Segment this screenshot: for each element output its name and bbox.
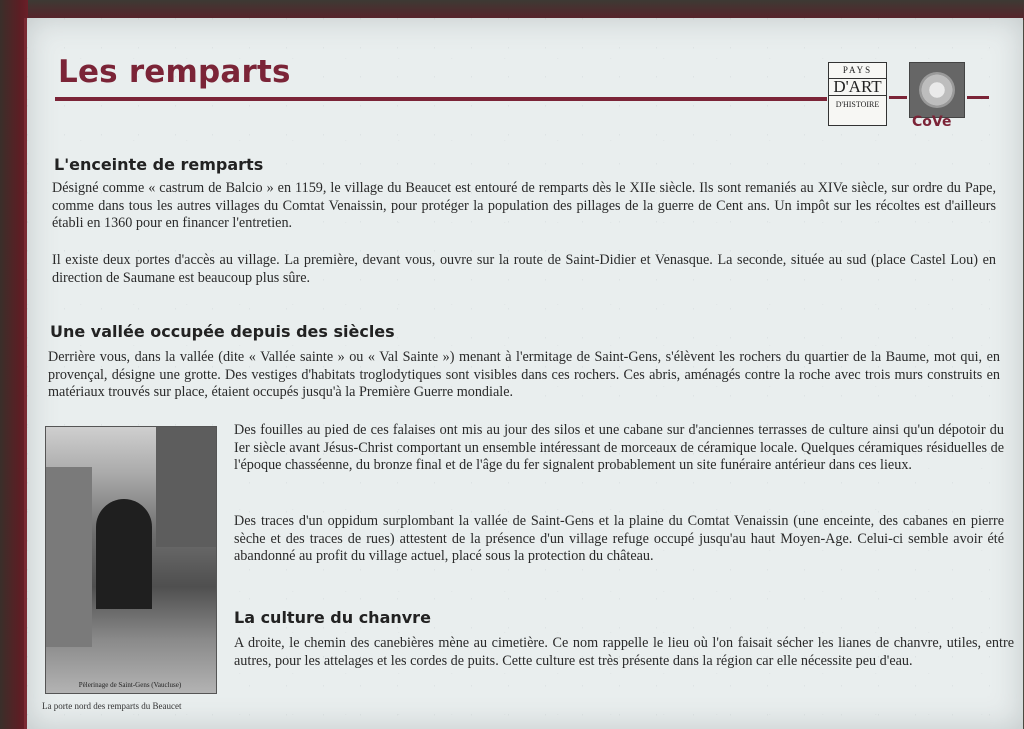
photo-inner-caption: Pèlerinage de Saint-Gens (Vaucluse) — [78, 681, 182, 689]
section-heading-chanvre: La culture du chanvre — [234, 608, 431, 627]
logo-rule-right — [967, 96, 989, 99]
cove-emblem-icon — [919, 72, 955, 108]
paragraph-vallee-3: Des traces d'un oppidum surplombant la vallée de Saint-Gens et la plaine du Comtat Venaissin (une enceinte, des cabanes en pierre sèche et des traces de rues) attestent de la présence d'un village refuge occupé jusqu'au haut Moyen-Age. Celui-ci semble avoir été abandonné au profit du village actuel, placé sous la protection du château. — [234, 513, 1004, 565]
panel-title: Les remparts — [58, 54, 291, 90]
section-heading-enceinte: L'enceinte de remparts — [54, 155, 264, 174]
paragraph-enceinte-2: Il existe deux portes d'accès au village. La première, devant vous, ouvre sur la route de Saint-Didier et Venasque. La seconde, située au sud (place Castel Lou) en direction de Saumane est beaucoup plus sûre. — [52, 252, 996, 286]
logo-pays-line1: PAYS — [842, 65, 873, 75]
pays-art-histoire-logo — [828, 62, 887, 126]
section-heading-vallee: Une vallée occupée depuis des siècles — [50, 322, 395, 341]
photo-caption: La porte nord des remparts du Beaucet — [42, 701, 182, 711]
paragraph-enceinte-1: Désigné comme « castrum de Balcio » en 1159, le village du Beaucet est entouré de remparts dès le XIIe siècle. Ils sont remaniés au XIVe siècle, sur ordre du Pape, comme dans tous les autres villages du Comtat Venaissin, pour protéger la population des pillages de la guerre de Cent ans. Un impôt sur les récoltes est d'ailleurs établi en 1360 pour en financer l'entretien. — [52, 180, 996, 232]
photo-wall-left — [46, 467, 92, 647]
paragraph-vallee-1: Derrière vous, dans la vallée (dite « Vallée sainte » ou « Val Sainte ») menant à l'ermitage de Saint-Gens, s'élèvent les rochers du quartier de la Baume, mot qui, en provençal, désigne une grotte. Des vestiges d'habitats troglodytiques sont visibles dans ces rochers. Ces abris, aménagés contre la roche avec trois murs construits en matériaux trouvés sur place, étaient occupés jusqu'à la Première Guerre mondiale. — [48, 349, 1000, 401]
cove-label: CoVe — [912, 114, 952, 130]
logo-pays-line3: D'HISTOIRE — [835, 100, 880, 109]
logo-pays-line2: D'ART — [829, 78, 886, 96]
photo-wall-right — [156, 427, 216, 547]
title-underline — [55, 97, 827, 101]
photo-arch — [96, 499, 152, 609]
historic-photo — [45, 426, 217, 694]
logo-rule-left — [889, 96, 907, 99]
background-top — [0, 0, 1024, 20]
paragraph-chanvre: A droite, le chemin des canebières mène au cimetière. Ce nom rappelle le lieu où l'on faisait sécher les lianes de chanvre, utiles, entre autres, pour les attelages et les cordes de puits. Cette culture est très présente dans la région car elle nécessite peu d'eau. — [234, 635, 1014, 669]
paragraph-vallee-2: Des fouilles au pied de ces falaises ont mis au jour des silos et une cabane sur d'anciennes terrasses de culture ainsi qu'un dépotoir du Ier siècle avant Jésus-Christ comportant un ensemble intéressant de morceaux de céramique locale. Quelques céramiques résiduelles de l'époque chasséenne, du bronze final et de l'âge du fer signalent probablement un site funéraire antérieur dans ces lieux. — [234, 422, 1004, 474]
cove-logo — [909, 62, 965, 118]
